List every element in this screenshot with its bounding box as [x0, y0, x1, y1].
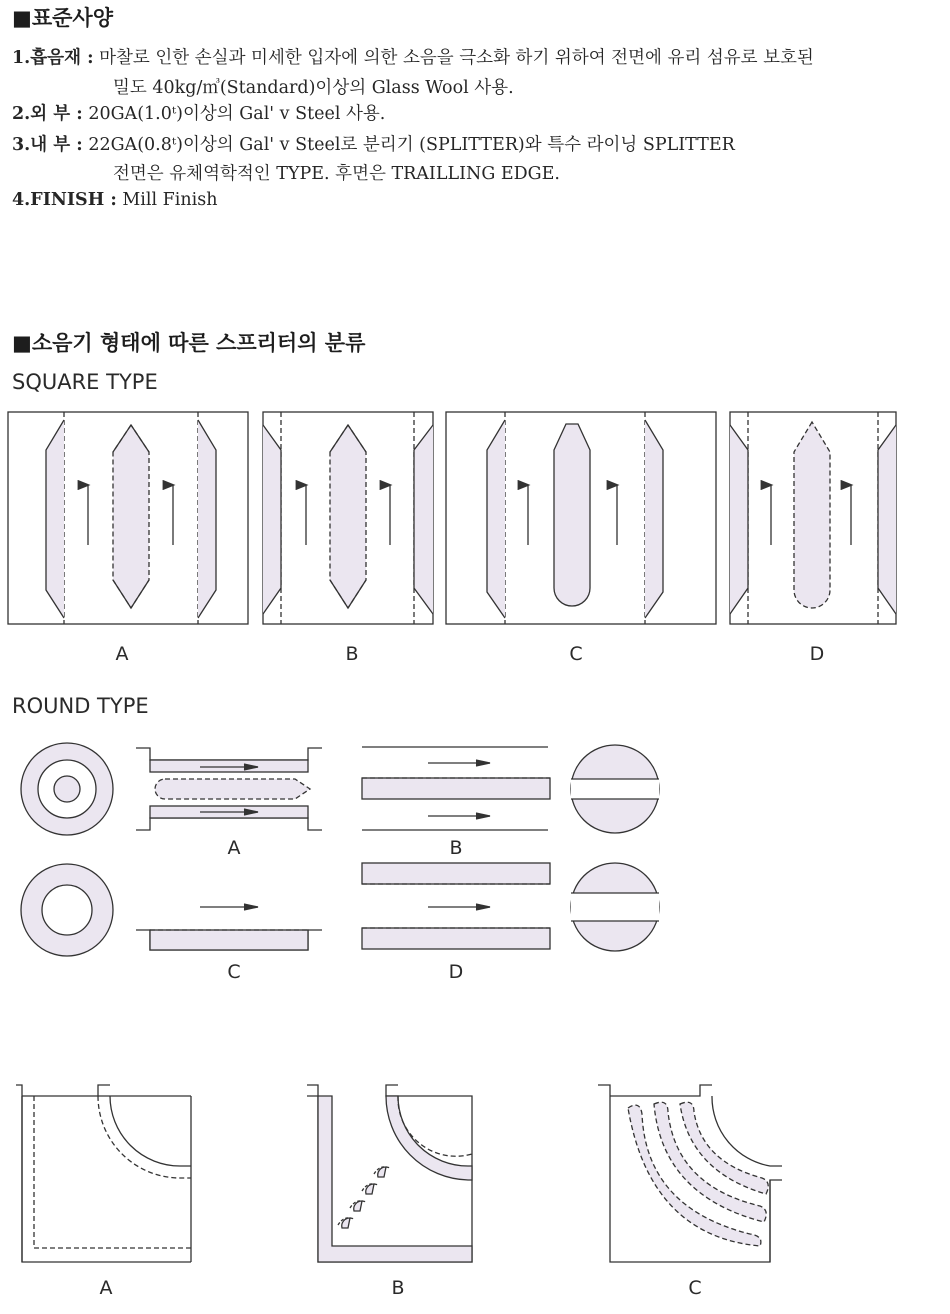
spec-heading: ■표준사양 [12, 6, 113, 30]
square-type-c-diagram [446, 412, 716, 624]
elbow-type-a-diagram [16, 1085, 191, 1262]
classification-heading: ■소음기 형태에 따른 스프리터의 분류 [12, 331, 366, 355]
spec-item-2-label: 2.외 부 : [12, 104, 83, 124]
elbow-type-b-diagram [307, 1085, 472, 1262]
spec-item-3-label: 3.내 부 : [12, 135, 83, 155]
elbow-type-a-label: A [99, 1277, 113, 1299]
spec-item-1-text: 마찰로 인한 손실과 미세한 입자에 의한 소음을 극소화 하기 위하여 전면에 유리 섬유로 보호된 [99, 48, 814, 68]
square-type-a-diagram [8, 412, 248, 624]
square-type-title: SQUARE TYPE [12, 370, 158, 394]
elbow-type-c-diagram [598, 1085, 782, 1262]
square-type-b-label: B [345, 643, 359, 665]
spec-item-1-cont: 밀도 40kg/㎥(Standard)이상의 Glass Wool 사용. [113, 78, 514, 98]
spec-item-4-label: 4.FINISH : [12, 190, 117, 210]
round-type-d-diagram [362, 863, 659, 951]
spec-item-2-text: 20GA(1.0ᵗ)이상의 Gal' v Steel 사용. [88, 104, 386, 124]
spec-item-3-text: 22GA(0.8ᵗ)이상의 Gal' v Steel로 분리기 (SPLITTER)와 특수 라이닝 SPLITTER [88, 135, 735, 155]
square-type-b-diagram [263, 412, 433, 624]
square-type-a-label: A [115, 643, 129, 665]
round-type-d-label: D [448, 961, 464, 983]
round-type-c-diagram [21, 864, 322, 956]
round-type-a-diagram [21, 743, 322, 835]
spec-item-1-label: 1.흡음재 : [12, 48, 94, 68]
elbow-type-b-label: B [391, 1277, 405, 1299]
square-type-d-diagram [730, 412, 896, 624]
round-type-title: ROUND TYPE [12, 694, 149, 718]
round-type-c-label: C [227, 961, 241, 983]
elbow-type-c-label: C [688, 1277, 702, 1299]
spec-item-4-text: Mill Finish [122, 190, 218, 210]
round-type-b-diagram [362, 745, 659, 833]
square-type-d-label: D [809, 643, 825, 665]
square-type-c-label: C [569, 643, 583, 665]
round-type-b-label: B [449, 837, 463, 859]
round-type-a-label: A [227, 837, 241, 859]
spec-item-3-cont: 전면은 유체역학적인 TYPE. 후면은 TRAILLING EDGE. [113, 164, 560, 184]
